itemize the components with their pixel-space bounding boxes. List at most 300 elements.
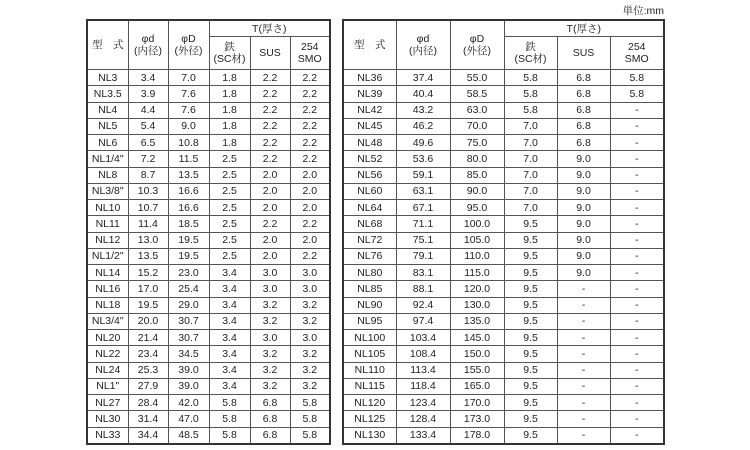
cell-outer-diameter: 47.0 bbox=[168, 411, 209, 427]
table-row bbox=[343, 70, 664, 86]
cell-outer-diameter: 7.6 bbox=[168, 102, 209, 118]
cell-model: NL1/2" bbox=[87, 248, 128, 264]
cell-thickness-iron: 3.4 bbox=[209, 297, 250, 313]
cell-inner-diameter: 4.4 bbox=[128, 102, 168, 118]
cell-thickness-sus: 3.2 bbox=[250, 346, 290, 362]
table-row bbox=[87, 427, 330, 444]
table-row bbox=[87, 118, 330, 134]
cell-thickness-smo: 3.2 bbox=[290, 362, 330, 378]
header-iron-label: 鉄 bbox=[224, 41, 235, 53]
cell-thickness-sus: 3.0 bbox=[250, 265, 290, 281]
table-row bbox=[343, 362, 664, 378]
table-row bbox=[87, 362, 330, 378]
header-outer-diameter-symbol: φD bbox=[469, 33, 485, 45]
cell-thickness-iron: 2.5 bbox=[209, 232, 250, 248]
cell-model: NL76 bbox=[343, 248, 396, 264]
table-row bbox=[343, 411, 664, 427]
cell-model: NL8 bbox=[87, 167, 128, 183]
cell-inner-diameter: 128.4 bbox=[396, 411, 450, 427]
cell-thickness-sus: 2.0 bbox=[250, 232, 290, 248]
cell-outer-diameter: 7.0 bbox=[168, 70, 209, 86]
cell-thickness-smo: - bbox=[610, 411, 664, 427]
cell-thickness-iron: 3.4 bbox=[209, 265, 250, 281]
cell-inner-diameter: 92.4 bbox=[396, 297, 450, 313]
cell-outer-diameter: 30.7 bbox=[168, 330, 209, 346]
header-smo-number: 254 bbox=[300, 41, 319, 53]
cell-model: NL30 bbox=[87, 411, 128, 427]
cell-thickness-sus: 9.0 bbox=[557, 248, 610, 264]
cell-model: NL110 bbox=[343, 362, 396, 378]
cell-model: NL3.5 bbox=[87, 86, 128, 102]
cell-thickness-iron: 3.4 bbox=[209, 313, 250, 329]
cell-thickness-smo: - bbox=[610, 378, 664, 394]
cell-thickness-iron: 2.5 bbox=[209, 167, 250, 183]
cell-thickness-sus: - bbox=[557, 411, 610, 427]
cell-outer-diameter: 178.0 bbox=[450, 427, 504, 444]
cell-thickness-iron: 9.5 bbox=[504, 265, 557, 281]
table-row bbox=[343, 216, 664, 232]
cell-outer-diameter: 30.7 bbox=[168, 313, 209, 329]
cell-outer-diameter: 25.4 bbox=[168, 281, 209, 297]
header-smo-number: 254 bbox=[627, 41, 646, 53]
cell-model: NL11 bbox=[87, 216, 128, 232]
cell-outer-diameter: 165.0 bbox=[450, 378, 504, 394]
cell-thickness-smo: 2.0 bbox=[290, 232, 330, 248]
cell-thickness-smo: 2.2 bbox=[290, 248, 330, 264]
header-thickness: T(厚さ) bbox=[504, 20, 664, 37]
table-row bbox=[87, 395, 330, 411]
cell-thickness-sus: - bbox=[557, 330, 610, 346]
cell-thickness-smo: - bbox=[610, 151, 664, 167]
cell-inner-diameter: 6.5 bbox=[128, 135, 168, 151]
cell-inner-diameter: 108.4 bbox=[396, 346, 450, 362]
cell-inner-diameter: 23.4 bbox=[128, 346, 168, 362]
cell-model: NL24 bbox=[87, 362, 128, 378]
table-row bbox=[343, 86, 664, 102]
cell-thickness-iron: 2.5 bbox=[209, 183, 250, 199]
cell-inner-diameter: 3.9 bbox=[128, 86, 168, 102]
cell-thickness-iron: 3.4 bbox=[209, 330, 250, 346]
table-row bbox=[343, 248, 664, 264]
cell-thickness-iron: 9.5 bbox=[504, 216, 557, 232]
cell-model: NL60 bbox=[343, 183, 396, 199]
cell-thickness-smo: 2.2 bbox=[290, 86, 330, 102]
cell-outer-diameter: 105.0 bbox=[450, 232, 504, 248]
cell-thickness-iron: 3.4 bbox=[209, 281, 250, 297]
cell-inner-diameter: 83.1 bbox=[396, 265, 450, 281]
table-row bbox=[343, 395, 664, 411]
cell-thickness-smo: 3.2 bbox=[290, 297, 330, 313]
cell-thickness-sus: 2.2 bbox=[250, 216, 290, 232]
cell-model: NL3/8" bbox=[87, 183, 128, 199]
cell-thickness-sus: 2.2 bbox=[250, 70, 290, 86]
cell-thickness-iron: 5.8 bbox=[209, 427, 250, 444]
cell-inner-diameter: 34.4 bbox=[128, 427, 168, 444]
cell-thickness-sus: 2.0 bbox=[250, 167, 290, 183]
cell-thickness-iron: 9.5 bbox=[504, 346, 557, 362]
cell-model: NL18 bbox=[87, 297, 128, 313]
cell-model: NL72 bbox=[343, 232, 396, 248]
table-row bbox=[343, 232, 664, 248]
cell-thickness-sus: 9.0 bbox=[557, 183, 610, 199]
cell-model: NL27 bbox=[87, 395, 128, 411]
cell-thickness-smo: 2.0 bbox=[290, 200, 330, 216]
cell-outer-diameter: 150.0 bbox=[450, 346, 504, 362]
cell-outer-diameter: 58.5 bbox=[450, 86, 504, 102]
cell-outer-diameter: 39.0 bbox=[168, 362, 209, 378]
cell-outer-diameter: 120.0 bbox=[450, 281, 504, 297]
cell-inner-diameter: 118.4 bbox=[396, 378, 450, 394]
cell-outer-diameter: 75.0 bbox=[450, 135, 504, 151]
header-iron-sub: (SC材) bbox=[213, 53, 246, 65]
cell-model: NL105 bbox=[343, 346, 396, 362]
cell-inner-diameter: 21.4 bbox=[128, 330, 168, 346]
cell-thickness-iron: 9.5 bbox=[504, 362, 557, 378]
table-row bbox=[87, 167, 330, 183]
cell-inner-diameter: 10.3 bbox=[128, 183, 168, 199]
cell-thickness-smo: 2.2 bbox=[290, 118, 330, 134]
cell-thickness-sus: - bbox=[557, 297, 610, 313]
cell-thickness-sus: 6.8 bbox=[557, 102, 610, 118]
cell-outer-diameter: 16.6 bbox=[168, 183, 209, 199]
cell-thickness-smo: - bbox=[610, 330, 664, 346]
cell-inner-diameter: 28.4 bbox=[128, 395, 168, 411]
header-inner-diameter-label: (内径) bbox=[134, 45, 162, 57]
cell-thickness-smo: - bbox=[610, 346, 664, 362]
cell-inner-diameter: 46.2 bbox=[396, 118, 450, 134]
header-outer-diameter-symbol: φD bbox=[181, 33, 196, 45]
header-sus: SUS bbox=[250, 37, 290, 70]
cell-outer-diameter: 80.0 bbox=[450, 151, 504, 167]
cell-thickness-iron: 5.8 bbox=[504, 86, 557, 102]
cell-model: NL6 bbox=[87, 135, 128, 151]
cell-thickness-smo: 3.2 bbox=[290, 378, 330, 394]
header-outer-diameter bbox=[450, 20, 504, 70]
cell-outer-diameter: 90.0 bbox=[450, 183, 504, 199]
cell-thickness-sus: 3.0 bbox=[250, 330, 290, 346]
cell-inner-diameter: 17.0 bbox=[128, 281, 168, 297]
cell-inner-diameter: 20.0 bbox=[128, 313, 168, 329]
cell-model: NL45 bbox=[343, 118, 396, 134]
cell-thickness-sus: 9.0 bbox=[557, 232, 610, 248]
cell-outer-diameter: 42.0 bbox=[168, 395, 209, 411]
cell-model: NL48 bbox=[343, 135, 396, 151]
cell-thickness-smo: - bbox=[610, 395, 664, 411]
cell-outer-diameter: 63.0 bbox=[450, 102, 504, 118]
header-inner-diameter bbox=[396, 20, 450, 70]
cell-thickness-smo: - bbox=[610, 102, 664, 118]
table-body bbox=[87, 70, 330, 444]
header-inner-diameter-label: (内径) bbox=[409, 45, 437, 57]
cell-model: NL1/4" bbox=[87, 151, 128, 167]
cell-inner-diameter: 10.7 bbox=[128, 200, 168, 216]
table-row bbox=[343, 313, 664, 329]
cell-inner-diameter: 5.4 bbox=[128, 118, 168, 134]
cell-thickness-smo: - bbox=[610, 183, 664, 199]
cell-outer-diameter: 130.0 bbox=[450, 297, 504, 313]
header-model: 型 式 bbox=[87, 20, 128, 70]
cell-thickness-sus: 6.8 bbox=[557, 70, 610, 86]
unit-label: 単位:mm bbox=[622, 5, 664, 17]
cell-model: NL100 bbox=[343, 330, 396, 346]
cell-thickness-iron: 7.0 bbox=[504, 200, 557, 216]
cell-thickness-smo: - bbox=[610, 281, 664, 297]
table-row bbox=[87, 411, 330, 427]
cell-outer-diameter: 9.0 bbox=[168, 118, 209, 134]
cell-thickness-smo: 3.2 bbox=[290, 313, 330, 329]
cell-thickness-iron: 9.5 bbox=[504, 232, 557, 248]
table-row bbox=[343, 330, 664, 346]
cell-thickness-smo: 5.8 bbox=[610, 70, 664, 86]
table-row bbox=[343, 183, 664, 199]
cell-thickness-sus: 2.2 bbox=[250, 118, 290, 134]
table-row bbox=[343, 427, 664, 444]
cell-thickness-iron: 5.8 bbox=[504, 102, 557, 118]
cell-thickness-smo: 2.2 bbox=[290, 102, 330, 118]
table-row bbox=[87, 135, 330, 151]
cell-model: NL33 bbox=[87, 427, 128, 444]
cell-thickness-sus: 2.0 bbox=[250, 183, 290, 199]
header-smo bbox=[610, 37, 664, 70]
cell-inner-diameter: 13.0 bbox=[128, 232, 168, 248]
cell-thickness-smo: - bbox=[610, 248, 664, 264]
cell-thickness-smo: - bbox=[610, 265, 664, 281]
cell-thickness-iron: 1.8 bbox=[209, 118, 250, 134]
table-row bbox=[87, 346, 330, 362]
cell-model: NL52 bbox=[343, 151, 396, 167]
cell-thickness-sus: - bbox=[557, 281, 610, 297]
cell-thickness-iron: 1.8 bbox=[209, 70, 250, 86]
cell-thickness-sus: 2.2 bbox=[250, 102, 290, 118]
cell-thickness-sus: 3.2 bbox=[250, 378, 290, 394]
cell-outer-diameter: 39.0 bbox=[168, 378, 209, 394]
header-inner-diameter bbox=[128, 20, 168, 70]
cell-thickness-sus: 6.8 bbox=[250, 427, 290, 444]
cell-thickness-sus: 6.8 bbox=[557, 135, 610, 151]
cell-inner-diameter: 19.5 bbox=[128, 297, 168, 313]
cell-model: NL5 bbox=[87, 118, 128, 134]
cell-inner-diameter: 13.5 bbox=[128, 248, 168, 264]
cell-inner-diameter: 3.4 bbox=[128, 70, 168, 86]
cell-model: NL95 bbox=[343, 313, 396, 329]
cell-inner-diameter: 103.4 bbox=[396, 330, 450, 346]
cell-thickness-iron: 1.8 bbox=[209, 102, 250, 118]
cell-outer-diameter: 34.5 bbox=[168, 346, 209, 362]
cell-outer-diameter: 70.0 bbox=[450, 118, 504, 134]
cell-thickness-sus: 3.2 bbox=[250, 297, 290, 313]
cell-outer-diameter: 10.8 bbox=[168, 135, 209, 151]
table-row bbox=[87, 281, 330, 297]
header-smo-label: SMO bbox=[297, 53, 322, 65]
cell-thickness-sus: 6.8 bbox=[250, 395, 290, 411]
table-row bbox=[87, 102, 330, 118]
header-sus: SUS bbox=[557, 37, 610, 70]
cell-thickness-iron: 9.5 bbox=[504, 411, 557, 427]
cell-inner-diameter: 43.2 bbox=[396, 102, 450, 118]
cell-thickness-smo: 2.2 bbox=[290, 135, 330, 151]
cell-outer-diameter: 145.0 bbox=[450, 330, 504, 346]
cell-outer-diameter: 85.0 bbox=[450, 167, 504, 183]
table-row bbox=[87, 248, 330, 264]
cell-thickness-smo: 2.2 bbox=[290, 216, 330, 232]
cell-model: NL3/4" bbox=[87, 313, 128, 329]
cell-thickness-smo: 5.8 bbox=[610, 86, 664, 102]
cell-outer-diameter: 7.6 bbox=[168, 86, 209, 102]
cell-inner-diameter: 31.4 bbox=[128, 411, 168, 427]
cell-thickness-iron: 9.5 bbox=[504, 378, 557, 394]
cell-thickness-smo: - bbox=[610, 313, 664, 329]
cell-inner-diameter: 53.6 bbox=[396, 151, 450, 167]
cell-outer-diameter: 173.0 bbox=[450, 411, 504, 427]
cell-thickness-iron: 9.5 bbox=[504, 248, 557, 264]
table-row bbox=[343, 151, 664, 167]
cell-thickness-sus: 9.0 bbox=[557, 167, 610, 183]
cell-thickness-iron: 9.5 bbox=[504, 427, 557, 444]
cell-thickness-smo: 3.0 bbox=[290, 281, 330, 297]
cell-thickness-sus: 9.0 bbox=[557, 151, 610, 167]
cell-model: NL36 bbox=[343, 70, 396, 86]
cell-model: NL3 bbox=[87, 70, 128, 86]
cell-inner-diameter: 27.9 bbox=[128, 378, 168, 394]
cell-thickness-iron: 2.5 bbox=[209, 248, 250, 264]
cell-thickness-smo: 3.0 bbox=[290, 330, 330, 346]
table-body bbox=[343, 70, 664, 444]
cell-model: NL68 bbox=[343, 216, 396, 232]
cell-inner-diameter: 133.4 bbox=[396, 427, 450, 444]
cell-thickness-iron: 3.4 bbox=[209, 346, 250, 362]
cell-model: NL56 bbox=[343, 167, 396, 183]
cell-outer-diameter: 100.0 bbox=[450, 216, 504, 232]
cell-thickness-sus: - bbox=[557, 378, 610, 394]
cell-thickness-iron: 9.5 bbox=[504, 313, 557, 329]
cell-model: NL120 bbox=[343, 395, 396, 411]
cell-thickness-smo: - bbox=[610, 297, 664, 313]
cell-thickness-iron: 7.0 bbox=[504, 183, 557, 199]
cell-inner-diameter: 63.1 bbox=[396, 183, 450, 199]
cell-thickness-iron: 2.5 bbox=[209, 151, 250, 167]
header-iron-sub: (SC材) bbox=[514, 53, 547, 65]
header-outer-diameter bbox=[168, 20, 209, 70]
cell-thickness-iron: 3.4 bbox=[209, 362, 250, 378]
cell-thickness-iron: 5.8 bbox=[209, 411, 250, 427]
cell-inner-diameter: 75.1 bbox=[396, 232, 450, 248]
cell-thickness-smo: 3.2 bbox=[290, 346, 330, 362]
spec-table-left bbox=[86, 19, 331, 445]
cell-thickness-sus: 2.0 bbox=[250, 200, 290, 216]
cell-inner-diameter: 7.2 bbox=[128, 151, 168, 167]
cell-thickness-iron: 1.8 bbox=[209, 135, 250, 151]
table-row bbox=[87, 151, 330, 167]
cell-inner-diameter: 67.1 bbox=[396, 200, 450, 216]
cell-inner-diameter: 79.1 bbox=[396, 248, 450, 264]
table-row bbox=[343, 118, 664, 134]
cell-inner-diameter: 113.4 bbox=[396, 362, 450, 378]
table-row bbox=[343, 297, 664, 313]
cell-model: NL12 bbox=[87, 232, 128, 248]
cell-outer-diameter: 11.5 bbox=[168, 151, 209, 167]
cell-thickness-smo: 2.0 bbox=[290, 183, 330, 199]
cell-thickness-iron: 9.5 bbox=[504, 330, 557, 346]
header-iron bbox=[504, 37, 557, 70]
header-inner-diameter-symbol: φd bbox=[416, 33, 430, 45]
cell-thickness-smo: 5.8 bbox=[290, 411, 330, 427]
cell-thickness-sus: - bbox=[557, 427, 610, 444]
cell-inner-diameter: 37.4 bbox=[396, 70, 450, 86]
cell-outer-diameter: 55.0 bbox=[450, 70, 504, 86]
cell-thickness-sus: 9.0 bbox=[557, 216, 610, 232]
cell-thickness-iron: 5.8 bbox=[209, 395, 250, 411]
table-row bbox=[343, 135, 664, 151]
header-smo bbox=[290, 37, 330, 70]
table-row bbox=[87, 232, 330, 248]
cell-inner-diameter: 15.2 bbox=[128, 265, 168, 281]
cell-model: NL16 bbox=[87, 281, 128, 297]
cell-thickness-iron: 9.5 bbox=[504, 281, 557, 297]
cell-outer-diameter: 110.0 bbox=[450, 248, 504, 264]
table-row bbox=[87, 313, 330, 329]
table-row bbox=[343, 265, 664, 281]
cell-thickness-sus: - bbox=[557, 313, 610, 329]
cell-thickness-sus: 9.0 bbox=[557, 200, 610, 216]
header-inner-diameter-symbol: φd bbox=[141, 33, 155, 45]
cell-thickness-smo: 2.0 bbox=[290, 167, 330, 183]
cell-thickness-smo: - bbox=[610, 118, 664, 134]
cell-thickness-smo: - bbox=[610, 167, 664, 183]
cell-thickness-sus: 2.2 bbox=[250, 135, 290, 151]
cell-outer-diameter: 23.0 bbox=[168, 265, 209, 281]
cell-outer-diameter: 16.6 bbox=[168, 200, 209, 216]
cell-model: NL115 bbox=[343, 378, 396, 394]
table-row bbox=[343, 200, 664, 216]
header-iron bbox=[209, 37, 250, 70]
cell-outer-diameter: 13.5 bbox=[168, 167, 209, 183]
cell-thickness-iron: 2.5 bbox=[209, 216, 250, 232]
cell-thickness-sus: 3.2 bbox=[250, 313, 290, 329]
cell-outer-diameter: 18.5 bbox=[168, 216, 209, 232]
cell-outer-diameter: 135.0 bbox=[450, 313, 504, 329]
cell-thickness-smo: - bbox=[610, 216, 664, 232]
cell-inner-diameter: 40.4 bbox=[396, 86, 450, 102]
cell-thickness-iron: 3.4 bbox=[209, 378, 250, 394]
cell-model: NL42 bbox=[343, 102, 396, 118]
header-thickness: T(厚さ) bbox=[209, 20, 330, 37]
cell-thickness-sus: 6.8 bbox=[250, 411, 290, 427]
cell-thickness-sus: 6.8 bbox=[557, 118, 610, 134]
table-row bbox=[343, 346, 664, 362]
cell-model: NL64 bbox=[343, 200, 396, 216]
cell-thickness-sus: - bbox=[557, 395, 610, 411]
cell-thickness-smo: - bbox=[610, 362, 664, 378]
table-row bbox=[87, 86, 330, 102]
cell-thickness-iron: 7.0 bbox=[504, 151, 557, 167]
cell-thickness-smo: 3.0 bbox=[290, 265, 330, 281]
cell-model: NL4 bbox=[87, 102, 128, 118]
cell-inner-diameter: 59.1 bbox=[396, 167, 450, 183]
cell-thickness-iron: 9.5 bbox=[504, 297, 557, 313]
cell-inner-diameter: 8.7 bbox=[128, 167, 168, 183]
cell-inner-diameter: 49.6 bbox=[396, 135, 450, 151]
cell-thickness-iron: 7.0 bbox=[504, 167, 557, 183]
header-iron-label: 鉄 bbox=[525, 41, 536, 53]
cell-model: NL14 bbox=[87, 265, 128, 281]
cell-thickness-smo: 5.8 bbox=[290, 427, 330, 444]
cell-thickness-smo: - bbox=[610, 232, 664, 248]
cell-inner-diameter: 71.1 bbox=[396, 216, 450, 232]
cell-model: NL10 bbox=[87, 200, 128, 216]
cell-outer-diameter: 48.5 bbox=[168, 427, 209, 444]
cell-thickness-sus: 6.8 bbox=[557, 86, 610, 102]
cell-inner-diameter: 11.4 bbox=[128, 216, 168, 232]
